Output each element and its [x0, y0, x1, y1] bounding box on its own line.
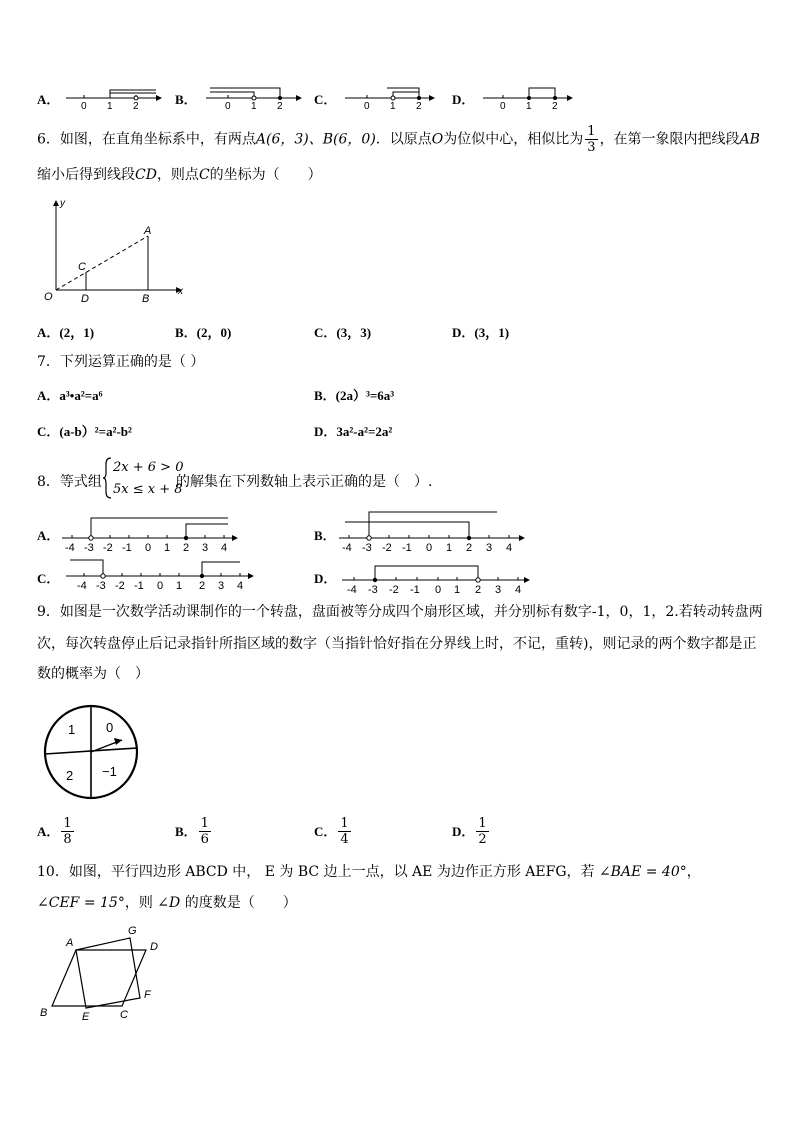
- q8d-tick-1: 1: [454, 584, 461, 596]
- q8d-tick-2: 2: [475, 584, 482, 596]
- q8a-tick-1: 1: [164, 542, 171, 554]
- q8d-tick-m3: -3: [368, 584, 378, 596]
- q8d-tick-m2: -2: [389, 584, 399, 596]
- q8c-tick-0: 0: [157, 580, 164, 592]
- q6-option-a[interactable]: A．(2，1): [37, 325, 95, 340]
- q5c-tick-0: 0: [364, 101, 370, 112]
- q8d-tick-3: 3: [495, 584, 502, 596]
- q8-inequality-2: 5x ≤ x + 8: [113, 482, 183, 497]
- q6-coordinate-figure: [36, 196, 196, 308]
- q8-option-b-numberline: [337, 508, 529, 554]
- q8-option-a-numberline: [60, 512, 240, 554]
- q8b-tick-1: 1: [446, 542, 453, 554]
- q5-option-b-label[interactable]: B．: [175, 92, 197, 107]
- q10-label-d: D: [150, 941, 158, 953]
- q8b-tick-m3: -3: [362, 542, 372, 554]
- q8-option-d-numberline: [340, 556, 536, 596]
- q8-option-c-numberline: [64, 556, 260, 596]
- q5-option-d-numberline: [481, 84, 581, 112]
- q10-label-a: A: [66, 937, 74, 949]
- q8a-tick-3: 3: [202, 542, 209, 554]
- q8d-tick-m4: -4: [347, 584, 357, 596]
- q6-label-c: C: [78, 261, 86, 273]
- q5-option-b-numberline: [204, 84, 304, 112]
- q6-label-y: y: [60, 198, 65, 209]
- q5d-tick-0: 0: [500, 101, 506, 112]
- q8a-tick-2: 2: [183, 542, 190, 554]
- q9-spinner-label-1: 1: [68, 722, 76, 737]
- q10-question-line1: 10．如图，平行四边形 ABCD 中， E 为 BC 边上一点，以 AE 为边作正方形 AEFG，若 ∠BAE = 40°，: [37, 864, 701, 880]
- q8c-tick-m4: -4: [77, 580, 87, 592]
- q8c-tick-m1: -1: [134, 580, 144, 592]
- q10-parallelogram-figure: [36, 922, 166, 1024]
- q8b-tick-2: 2: [466, 542, 473, 554]
- q9-option-c[interactable]: C． $\frac{1}{4}$: [314, 816, 349, 847]
- q8a-tick-m3: -3: [84, 542, 94, 554]
- q6-ratio-fraction: $\frac{1}{3}$: [587, 124, 596, 155]
- q5a-tick-1: 1: [107, 101, 113, 112]
- q8c-tick-2: 2: [199, 580, 206, 592]
- q6-label-a: A: [144, 225, 152, 237]
- q5a-tick-2: 2: [133, 101, 139, 112]
- q6-label-b: B: [142, 293, 150, 305]
- q8a-tick-m4: -4: [65, 542, 75, 554]
- q10-label-b: B: [40, 1007, 48, 1019]
- q5c-tick-2: 2: [416, 101, 422, 112]
- q8c-tick-3: 3: [218, 580, 225, 592]
- q5c-tick-1: 1: [390, 101, 396, 112]
- q8d-tick-m1: -1: [410, 584, 420, 596]
- q8-option-b-label[interactable]: B．: [314, 528, 336, 543]
- q8-option-d-label[interactable]: D．: [314, 571, 337, 586]
- q9-spinner-figure: [44, 700, 144, 804]
- q10-label-g: G: [128, 925, 137, 937]
- q5-option-c-label[interactable]: C．: [314, 92, 337, 107]
- q5d-tick-1: 1: [526, 101, 532, 112]
- q8b-tick-m4: -4: [342, 542, 352, 554]
- q8d-tick-4: 4: [515, 584, 522, 596]
- q8b-tick-4: 4: [506, 542, 513, 554]
- q10-label-f: F: [144, 989, 151, 1001]
- q6-option-c[interactable]: C．(3，3): [314, 325, 372, 340]
- q8-prefix: 8．等式组: [37, 474, 102, 490]
- q5b-tick-1: 1: [251, 101, 257, 112]
- q8-suffix: 的解集在下列数轴上表示正确的是（ ）.: [176, 474, 433, 490]
- q8b-tick-3: 3: [486, 542, 493, 554]
- q6-label-o: O: [44, 291, 53, 303]
- q9-spinner-label-neg1: −1: [102, 764, 117, 779]
- q8c-tick-m2: -2: [115, 580, 125, 592]
- q6-option-b[interactable]: B．(2，0): [175, 325, 232, 340]
- q7-question: 7．下列运算正确的是（ ）: [37, 354, 205, 370]
- q8c-tick-4: 4: [237, 580, 244, 592]
- q9-option-a[interactable]: A． $\frac{1}{8}$: [37, 816, 72, 847]
- q8-option-c-label[interactable]: C．: [37, 571, 60, 586]
- q6-label-d: D: [81, 293, 89, 305]
- q8a-tick-0: 0: [145, 542, 152, 554]
- q6-option-d[interactable]: D．(3，1): [452, 325, 510, 340]
- q7-option-d[interactable]: D．3a²-a²=2a²: [314, 424, 393, 439]
- q9-question-line2: 次，每次转盘停止后记录指针所指区域的数字（当指针恰好指在分界线上时，不记，重转)，则记录的两个数字都是正: [37, 636, 757, 652]
- q9-spinner-label-0: 0: [106, 720, 114, 735]
- q5a-tick-0: 0: [81, 101, 87, 112]
- q8a-tick-m2: -2: [103, 542, 113, 554]
- q5-option-c-numberline: [343, 84, 443, 112]
- q6-question-line2: 缩小后得到线段CD，则点C的坐标为（ ）: [37, 167, 322, 183]
- q10-label-c: C: [120, 1009, 128, 1021]
- q9-question-line3: 数的概率为（ ）: [37, 666, 149, 682]
- q10-question-line2: ∠CEF = 15°，则 ∠D 的度数是（ ）: [37, 895, 297, 911]
- q5-option-a-label[interactable]: A．: [37, 92, 60, 107]
- q7-option-b[interactable]: B．(2a）³=6a³: [314, 388, 395, 403]
- q5-option-d-label[interactable]: D．: [452, 92, 475, 107]
- q10-label-e: E: [82, 1011, 90, 1023]
- q8b-tick-m1: -1: [402, 542, 412, 554]
- q5b-tick-0: 0: [225, 101, 231, 112]
- q9-spinner-label-2: 2: [66, 768, 74, 783]
- q8a-tick-4: 4: [221, 542, 228, 554]
- q8b-tick-0: 0: [426, 542, 433, 554]
- q9-question-line1: 9．如图是一次数学活动课制作的一个转盘，盘面被等分成四个扇形区域，并分别标有数字-1，0，1，2.若转动转盘两: [37, 604, 763, 620]
- q7-option-a[interactable]: A．a³•a²=a⁶: [37, 388, 103, 403]
- q8d-tick-0: 0: [435, 584, 442, 596]
- q9-option-d[interactable]: D． $\frac{1}{2}$: [452, 816, 487, 847]
- q8b-tick-m2: -2: [382, 542, 392, 554]
- q8a-tick-m1: -1: [122, 542, 132, 554]
- q9-option-b[interactable]: B． $\frac{1}{6}$: [175, 816, 209, 847]
- q8-option-a-label[interactable]: A．: [37, 528, 60, 543]
- q7-option-c[interactable]: C．(a-b）²=a²-b²: [37, 424, 132, 439]
- q6-label-x: x: [178, 286, 183, 297]
- q5-option-a-numberline: [64, 84, 164, 112]
- q5b-tick-2: 2: [277, 101, 283, 112]
- q6-question-line1: 6．如图，在直角坐标系中，有两点A(6，3)、B(6，0)．以原点O为位似中心，相似比为 $\frac{1}{3}$ ，在第一象限内把线段AB: [37, 124, 760, 155]
- q8c-tick-m3: -3: [96, 580, 106, 592]
- q8-system-brace: [103, 456, 113, 500]
- q5d-tick-2: 2: [552, 101, 558, 112]
- q8c-tick-1: 1: [176, 580, 183, 592]
- q8-inequality-1: 2x + 6 > 0: [113, 460, 184, 475]
